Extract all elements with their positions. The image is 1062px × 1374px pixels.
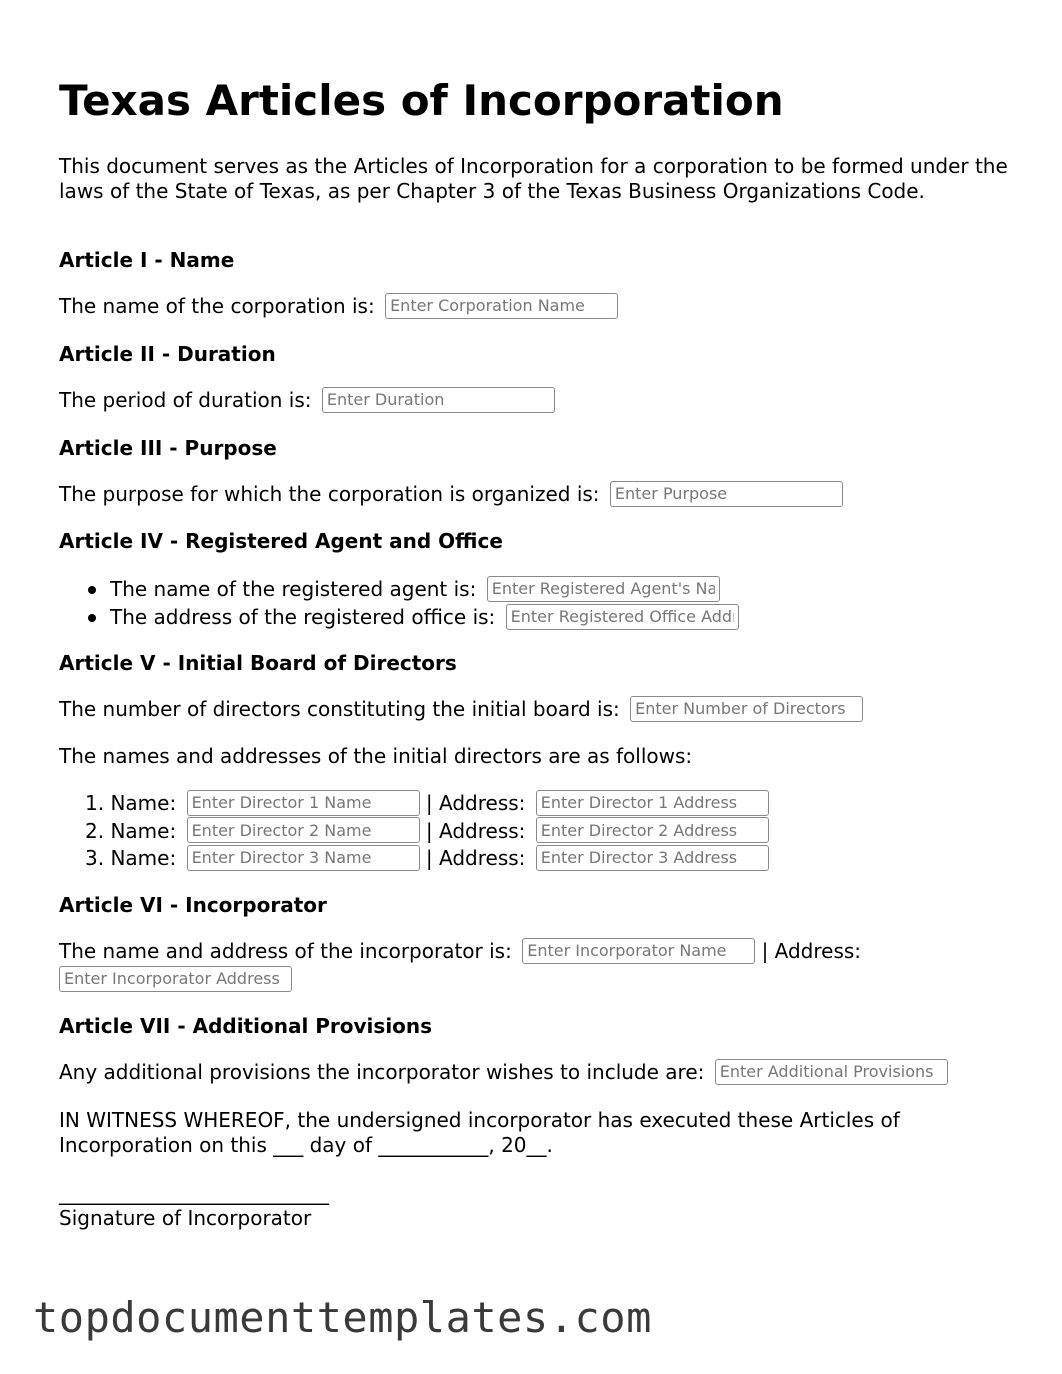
registered-agent-list xyxy=(59,575,739,631)
list-item xyxy=(59,818,769,846)
article-6-address-row xyxy=(59,967,292,994)
article-1-heading: Article I - Name xyxy=(59,248,235,272)
list-item xyxy=(59,845,769,873)
incorporator-text: The name and address of the incorporator is: xyxy=(59,939,512,963)
incorporator-address-label: | Address: xyxy=(761,939,862,963)
witness-paragraph: IN WITNESS WHEREOF, the undersigned incorporator has executed these Articles of Incorporation on this ___ day of ___________, 20__. xyxy=(59,1108,900,1157)
director-1-name-input[interactable] xyxy=(187,790,420,816)
director-name-label: Name: xyxy=(110,818,177,843)
list-item xyxy=(59,790,769,818)
agent-text: The name of the registered agent is: xyxy=(110,577,477,601)
bullet-icon xyxy=(88,614,96,622)
director-1-address-input[interactable] xyxy=(536,790,769,816)
directors-list xyxy=(59,790,769,873)
article-3-heading: Article III - Purpose xyxy=(59,436,277,460)
article-7-heading: Article VII - Additional Provisions xyxy=(59,1014,433,1038)
article-7-row xyxy=(59,1060,948,1087)
signature-block xyxy=(59,1181,329,1231)
bullet-icon xyxy=(88,586,96,594)
director-name-label: Name: xyxy=(110,846,177,870)
office-text: The address of the registered office is: xyxy=(110,605,496,629)
article-5-number-row xyxy=(59,697,863,724)
list-item xyxy=(59,603,739,631)
director-2-name-input[interactable] xyxy=(187,817,420,843)
article-5-heading: Article V - Initial Board of Directors xyxy=(59,651,457,675)
director-address-label: | Address: xyxy=(425,791,526,815)
article-2-row xyxy=(59,388,555,415)
article-1-text: The name of the corporation is: xyxy=(59,294,375,318)
article-2-text: The period of duration is: xyxy=(59,388,312,412)
registered-office-input[interactable] xyxy=(506,604,739,630)
signature-line: ___________________________ xyxy=(59,1181,329,1205)
director-address-label: | Address: xyxy=(425,818,526,843)
intro-paragraph: This document serves as the Articles of Incorporation for a corporation to be formed under the laws of the State of Texas, as per Chapter 3 of the Texas Business Organizations Code. xyxy=(59,154,1008,203)
director-number: 1. xyxy=(85,791,105,815)
incorporator-name-input[interactable] xyxy=(522,938,755,964)
article-3-text: The purpose for which the corporation is organized is: xyxy=(59,482,600,506)
list-item xyxy=(59,575,739,603)
director-name-label: Name: xyxy=(110,791,177,815)
watermark: topdocumenttemplates.com xyxy=(33,1293,652,1342)
director-3-address-input[interactable] xyxy=(536,845,769,871)
purpose-input[interactable] xyxy=(610,481,843,507)
article-3-row xyxy=(59,482,843,509)
additional-provisions-input[interactable] xyxy=(715,1059,948,1085)
article-2-heading: Article II - Duration xyxy=(59,342,276,366)
article-6-heading: Article VI - Incorporator xyxy=(59,893,327,917)
additional-provisions-text: Any additional provisions the incorporator wishes to include are: xyxy=(59,1060,705,1084)
number-of-directors-input[interactable] xyxy=(630,696,863,722)
director-address-label: | Address: xyxy=(425,846,526,870)
incorporator-address-input[interactable] xyxy=(59,966,292,992)
duration-input[interactable] xyxy=(322,387,555,413)
director-3-name-input[interactable] xyxy=(187,845,420,871)
director-number: 2. xyxy=(85,818,105,843)
director-number: 3. xyxy=(85,846,105,870)
page-title: Texas Articles of Incorporation xyxy=(59,76,784,125)
article-6-row xyxy=(59,939,861,966)
directors-intro-text: The names and addresses of the initial directors are as follows: xyxy=(59,744,693,768)
article-1-row xyxy=(59,294,618,321)
corporation-name-input[interactable] xyxy=(385,293,618,319)
registered-agent-input[interactable] xyxy=(487,576,720,602)
article-4-heading: Article IV - Registered Agent and Office xyxy=(59,529,503,553)
signature-label: Signature of Incorporator xyxy=(59,1206,312,1230)
number-of-directors-text: The number of directors constituting the initial board is: xyxy=(59,697,620,721)
director-2-address-input[interactable] xyxy=(536,817,769,843)
